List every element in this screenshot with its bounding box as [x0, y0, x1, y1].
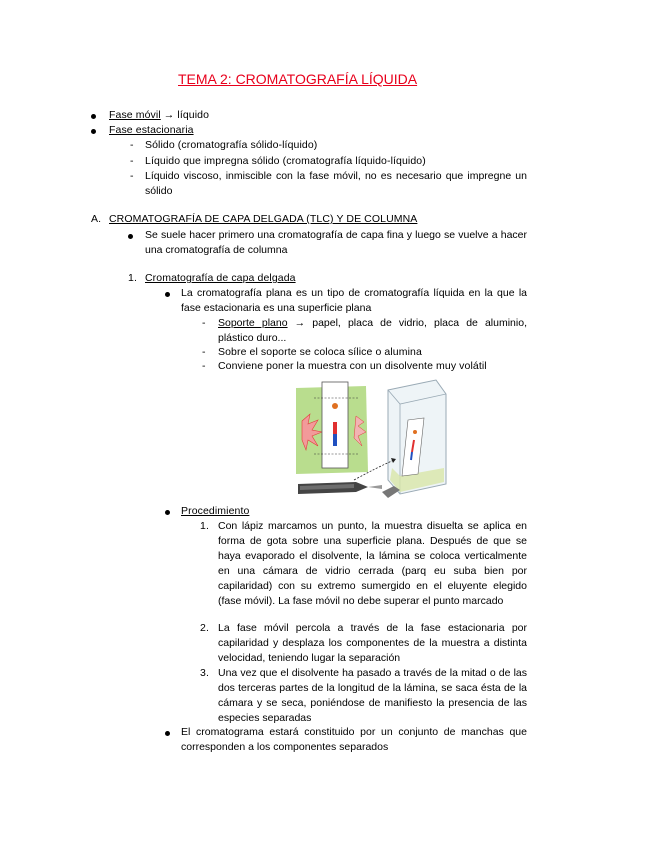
- spot-orange: [332, 403, 338, 409]
- dash-marker: -: [130, 139, 134, 151]
- bullet-dot: [165, 510, 170, 515]
- spot-blue: [333, 434, 337, 446]
- step-1-number: 1.: [200, 520, 209, 532]
- procedure-step-1: Con lápiz marcamos un punto, la muestra disuelta se aplica en forma de gota sobre una superficie plana. Después de que se haya evaporado el disolvente, la lámina se coloca verticalmente en una cámara de vidrio cerrada (parq eu suba bien por capilaridad) con su extremo sumergido en el eluyente elegido (fase móvil). La fase móvil no debe superar el punto marcado: [218, 520, 527, 607]
- stationary-item-1: Sólido (cromatografía sólido-líquido): [145, 139, 318, 151]
- bullet-dot: [128, 234, 133, 239]
- bullet-dot: [165, 731, 170, 736]
- bullet-dot: [165, 292, 170, 297]
- chamber-spot-orange: [413, 430, 417, 434]
- subsection-1-bullet: La cromatografía plana es un tipo de cromatografía líquida en la que la fase estacionaria es una superficie plana: [181, 287, 527, 314]
- section-a-heading: CROMATOGRAFÍA DE CAPA DELGADA (TLC) Y DE COLUMNA: [109, 213, 418, 225]
- final-bullet: El cromatograma estará constituido por un conjunto de manchas que corresponden a los componentes separados: [181, 726, 527, 753]
- page-title: TEMA 2: CROMATOGRAFÍA LÍQUIDA: [178, 71, 418, 87]
- section-a-marker: A.: [91, 213, 102, 225]
- section-a-bullet: Se suele hacer primero una cromatografía de capa fina y luego se vuelve a hacer una cromatografía de columna: [145, 229, 527, 256]
- tlc-diagram: [296, 376, 448, 500]
- dash-marker: -: [202, 346, 206, 358]
- term-soporte-plano: Soporte plano: [218, 317, 288, 329]
- tlc-illustration: [296, 376, 448, 500]
- term-fase-estacionaria: Fase estacionaria: [109, 124, 194, 136]
- bullet-dot: [91, 114, 96, 119]
- procedure-step-2: La fase móvil percola a través de la fase estacionaria por capilaridad y desplaza los componentes de la muestra a distinta velocidad, teniendo lugar la separación: [218, 622, 527, 664]
- chamber-spot-blue: [411, 452, 412, 460]
- dash-marker: -: [202, 360, 206, 372]
- term-fase-movil: Fase móvil: [109, 109, 161, 121]
- stationary-item-2: Líquido que impregna sólido (cromatografía líquido-líquido): [145, 155, 426, 167]
- silice-item: Sobre el soporte se coloca sílice o alumina: [218, 346, 422, 358]
- dash-marker: -: [202, 317, 206, 329]
- dash-marker: -: [130, 155, 134, 167]
- bullet-fase-estacionaria: [109, 123, 194, 138]
- dash-marker: -: [130, 170, 134, 182]
- step-2-number: 2.: [200, 622, 209, 634]
- soporte-plano-item: [218, 316, 527, 346]
- subsection-1-heading: Cromatografía de capa delgada: [145, 272, 296, 284]
- spot-red: [333, 422, 337, 436]
- step-3-number: 3.: [200, 667, 209, 679]
- procedure-step-3: Una vez que el disolvente ha pasado a través de la mitad o de las dos terceras partes de la longitud de la lámina, se saca ésta de la cámara y se seca, poniéndose de manifiesto la presencia de las especies separadas: [218, 667, 527, 724]
- bullet-dot: [91, 129, 96, 134]
- bullet-fase-movil: [109, 108, 209, 123]
- subsection-1-marker: 1.: [128, 272, 137, 284]
- volatile-solvent-item: Conviene poner la muestra con un disolvente muy volátil: [218, 360, 487, 372]
- procedure-heading: Procedimiento: [181, 505, 250, 517]
- soporte-plano-definition: → papel, placa de vidrio, placa de aluminio, plástico duro...: [218, 317, 527, 344]
- stationary-item-3: Líquido viscoso, inmiscible con la fase móvil, no es necesario que impregne un sólido: [145, 170, 527, 197]
- fase-movil-definition: → líquido: [160, 109, 210, 121]
- pen-tip: [368, 485, 382, 489]
